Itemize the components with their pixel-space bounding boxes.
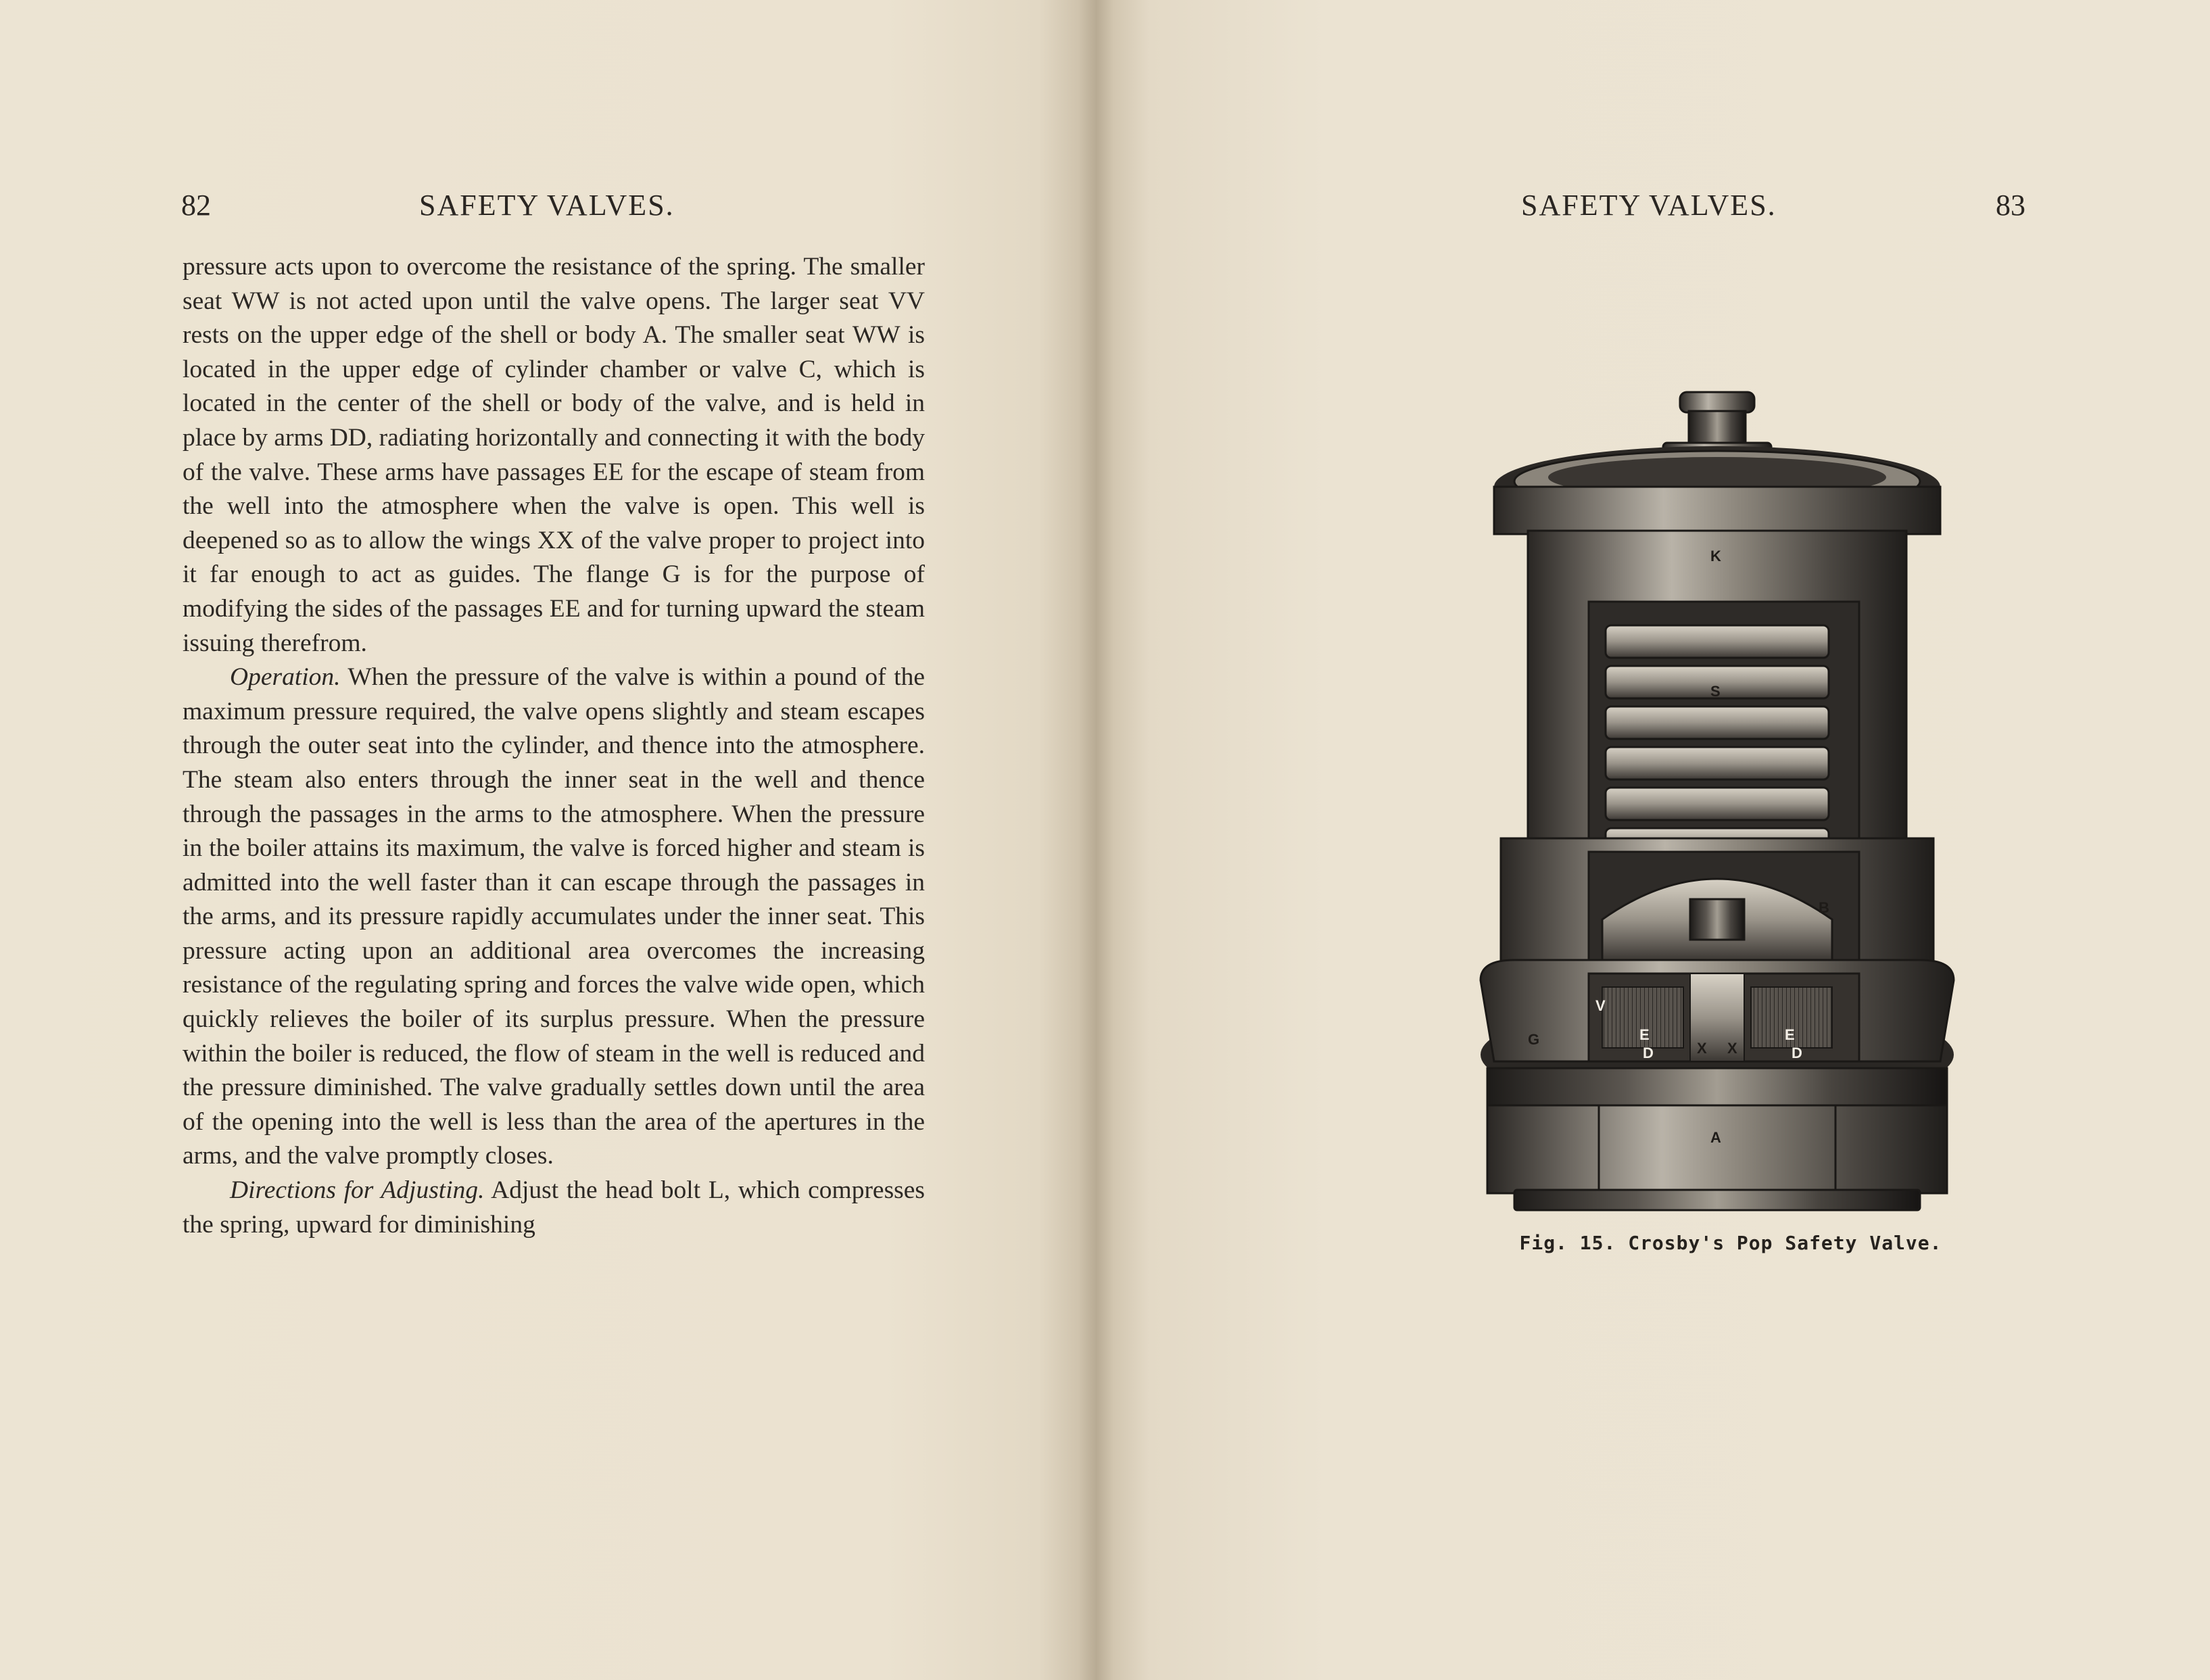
paragraph-lead: Operation. xyxy=(230,663,341,692)
label-b: B xyxy=(1819,899,1829,916)
paragraph-body: When the pressure of the valve is within a pound of the maximum pressure required, the valve opens slightly and steam escapes through the outer seat into the cylinder, and thence into the atmosphere. The steam also enters through the inner seat in the well and thence through the passages in the arms to the atmosphere. When the pressure in the boiler attains its maximum, the valve is forced higher and steam is admitted into the well faster than it can escape through the passages in the arms, and its pressure rapidly accumulates under the inner seat. This pressure acting upon an additional area overcomes the increasing resistance of the regulating spring and forces the valve wide open, which quickly relieves the boiler of its surplus pressure. When the pressure within the boiler is reduced, the flow of steam in the well is reduced and the pressure diminished. The valve gradually settles down until the area of the opening into the well is less than the area of the apertures in the arms, and the valve promptly closes. xyxy=(183,663,926,1170)
label-x-right: X xyxy=(1727,1040,1737,1057)
bolt-nut xyxy=(1689,411,1746,445)
label-s: S xyxy=(1710,683,1721,700)
bolt-cap xyxy=(1680,392,1754,412)
base-thread xyxy=(1514,1190,1920,1210)
paragraph xyxy=(183,1174,925,1242)
label-d-right: D xyxy=(1792,1045,1802,1061)
label-g: G xyxy=(1528,1031,1540,1048)
right-page xyxy=(1109,0,2210,1680)
page-number: 83 xyxy=(1996,189,2025,222)
paragraph-body: Adjust the head bolt L, which compresses the spring, upward for diminishing xyxy=(183,1176,926,1239)
paragraph-lead: Directions for Adjusting. xyxy=(230,1176,485,1205)
left-page xyxy=(0,0,1095,1680)
label-e-left: E xyxy=(1639,1026,1650,1043)
base-top xyxy=(1487,1068,1947,1109)
running-head: SAFETY VALVES. xyxy=(419,189,675,222)
paragraph: pressure acts upon to overcome the resistance of the spring. The smaller seat WW is not acted upon until the valve opens. The larger seat VV rests on the upper edge of the shell or body A. The smaller seat WW is located in the upper edge of cylinder chamber or valve C, which is located in the center of the shell or body of the valve, and is held in place by arms DD, radiating horizontally and connecting it with the body of the valve. These arms have passages EE for the escape of steam from the well into the atmosphere when the valve is open. This well is deepened so as to allow the wings XX of the valve proper to project into it far enough to act as guides. The flange G is for the purpose of modifying the sides of the passages EE and for turning upward the steam issuing therefrom. xyxy=(183,253,925,657)
running-head: SAFETY VALVES. xyxy=(1521,189,1777,222)
label-x-left: X xyxy=(1697,1040,1707,1057)
safety-valve-figure xyxy=(1474,379,1961,1217)
label-a: A xyxy=(1710,1129,1721,1146)
page-number: 82 xyxy=(181,189,211,222)
top-cap-band xyxy=(1494,487,1940,534)
label-k: K xyxy=(1710,548,1721,565)
paragraph xyxy=(183,661,925,1174)
label-d-left: D xyxy=(1643,1045,1654,1061)
figure-caption: Fig. 15. Crosby's Pop Safety Valve. xyxy=(1519,1232,1942,1254)
valve-stem xyxy=(1690,899,1744,940)
label-v: V xyxy=(1595,997,1606,1014)
hex-base xyxy=(1487,1105,1947,1193)
body-text xyxy=(183,250,925,1242)
label-e-right: E xyxy=(1785,1026,1795,1043)
